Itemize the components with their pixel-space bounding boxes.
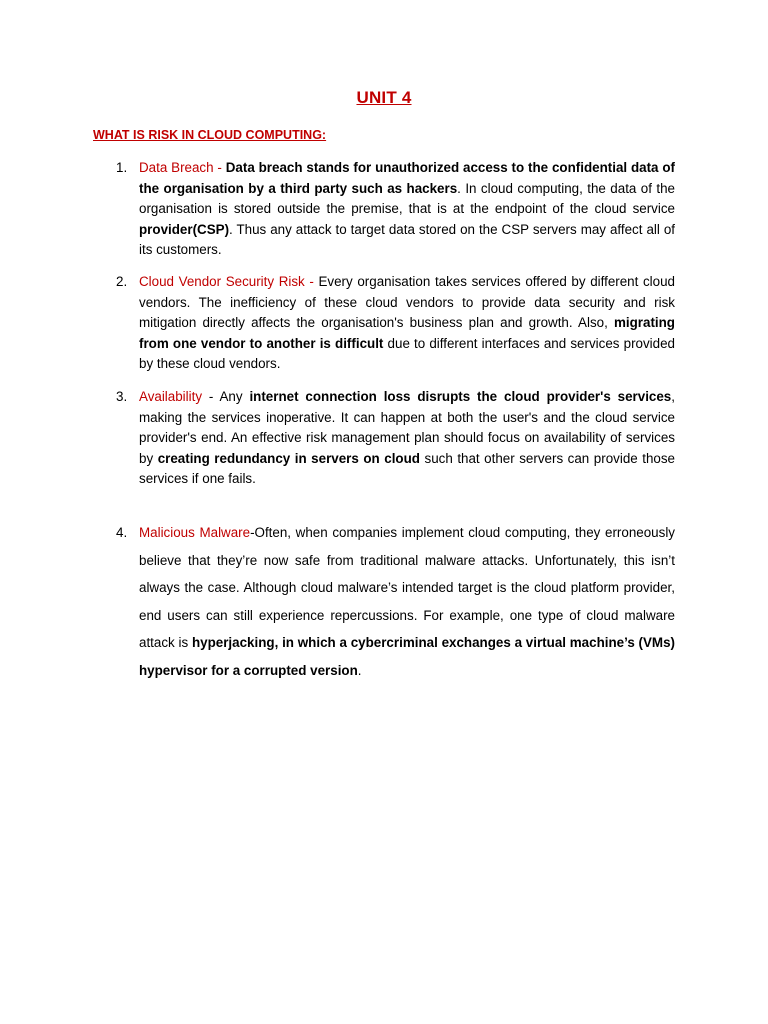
item-term: Availability <box>139 389 203 404</box>
item-bold-text: Data breach stands for unauthorized access to the confidential data of the organisation by a third party such as hackers <box>139 160 675 196</box>
list-item-number: 1. <box>116 160 128 175</box>
item-separator: - <box>202 389 220 404</box>
item-text: . Thus any attack to target data stored on the CSP servers may affect all of its customers. <box>139 221 675 258</box>
list-item <box>139 272 675 375</box>
list-item-number: 4. <box>116 525 128 540</box>
unit-title: UNIT 4 <box>356 88 412 107</box>
item-text: , making the services inoperative. It can happen at both the user's and the cloud service provider's end. An effective risk management plan should focus on availability of services by <box>139 389 675 466</box>
item-text: Often, when companies implement cloud computing, they erroneously believe that they’re now safe from traditional malware attacks. Unfortunately, this isn’t always the case. Although cloud malware’s intended target is the cloud platform provider, end users can still experience repercussions. For example, one type of cloud malware attack is <box>139 525 675 650</box>
list-item-number: 3. <box>116 389 128 404</box>
item-bold-text: migrating from one vendor to another is difficult <box>139 315 675 351</box>
list-item-number: 2. <box>116 274 128 289</box>
item-separator: - <box>250 525 255 540</box>
item-term: Cloud Vendor Security Risk <box>139 274 305 289</box>
item-bold-text: provider(CSP) <box>139 221 230 237</box>
item-text: such that other servers can provide those services if one fails. <box>139 450 675 487</box>
list-item <box>139 519 675 684</box>
item-term: Malicious Malware <box>139 525 251 540</box>
item-text: . <box>357 662 362 678</box>
item-bold-text: creating redundancy in servers on cloud <box>157 450 420 466</box>
section-heading: WHAT IS RISK IN CLOUD COMPUTING: <box>93 128 327 142</box>
item-term: Data Breach <box>139 160 214 175</box>
item-text: Any <box>219 389 250 404</box>
item-separator: - <box>304 274 319 289</box>
item-separator: - <box>213 160 226 175</box>
item-bold-text: hyperjacking, in which a cybercriminal exchanges a virtual machine’s (VMs) hypervisor for a corrupted version <box>139 635 675 678</box>
item-bold-text: internet connection loss disrupts the cloud provider's services <box>249 389 672 404</box>
item-text: . In cloud computing, the data of the organisation is stored outside the premise, that is at the endpoint of the cloud service <box>139 180 675 217</box>
list-item <box>139 387 675 490</box>
item-text: due to different interfaces and services provided by these cloud vendors. <box>139 335 675 372</box>
item-text: Every organisation takes services offered by different cloud vendors. The inefficiency of these cloud vendors to provide data security and risk mitigation directly affects the organisation's business plan and growth. Also, <box>139 274 675 331</box>
list-item <box>139 158 675 261</box>
